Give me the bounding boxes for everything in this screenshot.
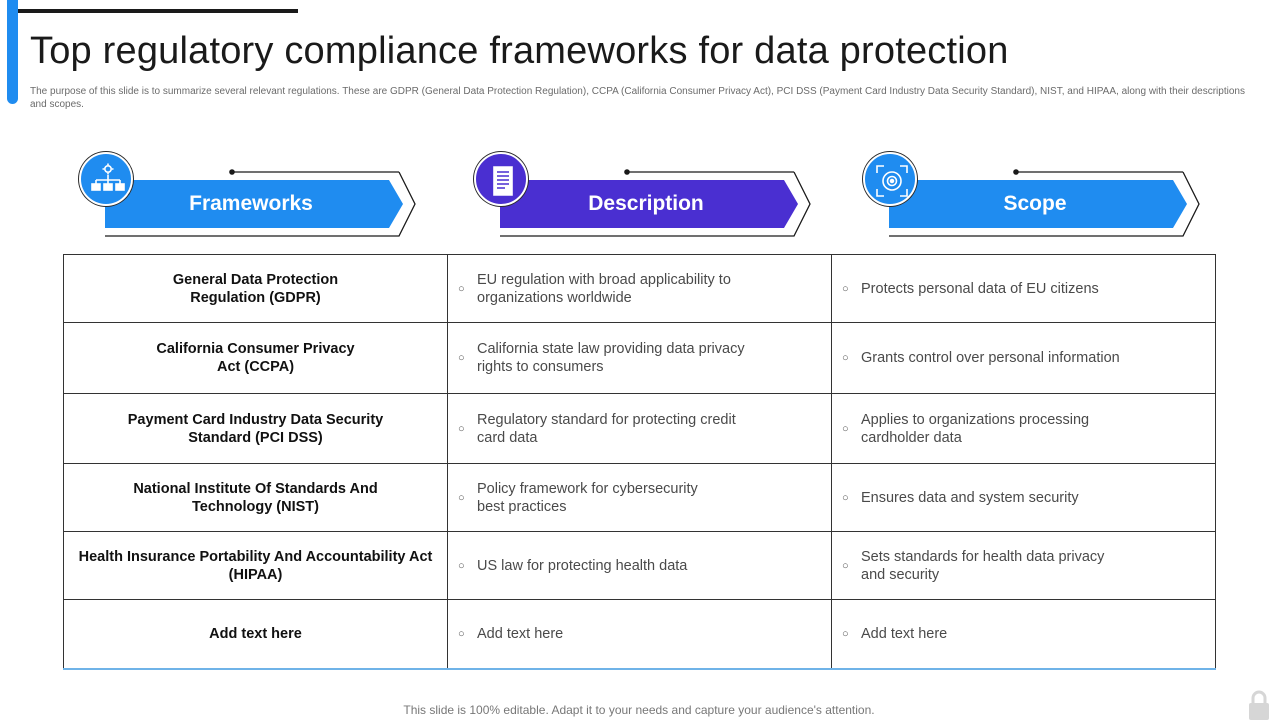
framework-cell: Add text here (64, 600, 448, 669)
description-cell: ○ Regulatory standard for protecting credit card data (448, 394, 832, 464)
bullet-icon: ○ (842, 282, 849, 295)
header-label: Frameworks (189, 192, 313, 215)
scope-cell: ○ Protects personal data of EU citizens (832, 255, 1216, 323)
header-scope (863, 150, 1208, 242)
target-icon (863, 152, 917, 206)
framework-cell: General Data Protection Regulation (GDPR) (64, 255, 448, 323)
table-row (64, 255, 1216, 323)
description-cell: ○ Add text here (448, 600, 832, 669)
bullet-icon: ○ (458, 491, 465, 504)
bullet-icon: ○ (842, 559, 849, 572)
description-cell: ○ Policy framework for cybersecurity best practices (448, 464, 832, 532)
table-row (64, 323, 1216, 394)
bullet-icon: ○ (842, 352, 849, 364)
description-cell: ○ EU regulation with broad applicability to organizations worldwide (448, 255, 832, 323)
bullet-icon: ○ (842, 491, 849, 504)
framework-cell: Payment Card Industry Data Security Standard (PCI DSS) (64, 394, 448, 464)
table-row (64, 394, 1216, 464)
scope-cell: ○ Sets standards for health data privacy and security (832, 532, 1216, 600)
description-cell: ○ California state law providing data privacy rights to consumers (448, 323, 832, 394)
bullet-icon: ○ (842, 627, 849, 640)
lock-icon (1246, 690, 1272, 720)
bullet-icon: ○ (458, 559, 465, 572)
framework-cell: California Consumer Privacy Act (CCPA) (64, 323, 448, 394)
header-label: Scope (1003, 192, 1067, 215)
bullet-icon: ○ (458, 352, 465, 364)
frameworks-table (63, 254, 1216, 670)
bullet-icon: ○ (458, 422, 465, 435)
accent-bar (7, 0, 18, 104)
bullet-icon: ○ (458, 282, 465, 295)
description-cell: ○ US law for protecting health data (448, 532, 832, 600)
bullet-icon: ○ (842, 422, 849, 435)
top-rule (18, 9, 298, 13)
framework-cell: Health Insurance Portability And Accountability Act (HIPAA) (64, 532, 448, 600)
document-icon (474, 152, 528, 206)
scope-cell: ○ Applies to organizations processing cardholder data (832, 394, 1216, 464)
scope-cell: ○ Add text here (832, 600, 1216, 669)
table-row (64, 600, 1216, 669)
slide-title: Top regulatory compliance frameworks for data protection (30, 30, 1009, 72)
header-label: Description (588, 192, 704, 215)
org-chart-icon (79, 152, 133, 206)
framework-cell: National Institute Of Standards And Technology (NIST) (64, 464, 448, 532)
table-row (64, 464, 1216, 532)
table-row (64, 532, 1216, 600)
scope-cell: ○ Grants control over personal information (832, 323, 1216, 394)
bullet-icon: ○ (458, 627, 465, 640)
footer-note: This slide is 100% editable. Adapt it to your needs and capture your audience's attention. (403, 703, 875, 717)
header-description (474, 150, 819, 242)
header-frameworks (79, 150, 424, 242)
slide-subtitle: The purpose of this slide is to summarize several relevant regulations. These are GDPR (General Data Protection Regulation), CCPA (California Consumer Privacy Act), PCI DSS (Payment Card Industry Data Security Standard), NIST, and HIPAA, along with their descriptions and scopes. (30, 86, 1245, 110)
scope-cell: ○ Ensures data and system security (832, 464, 1216, 532)
